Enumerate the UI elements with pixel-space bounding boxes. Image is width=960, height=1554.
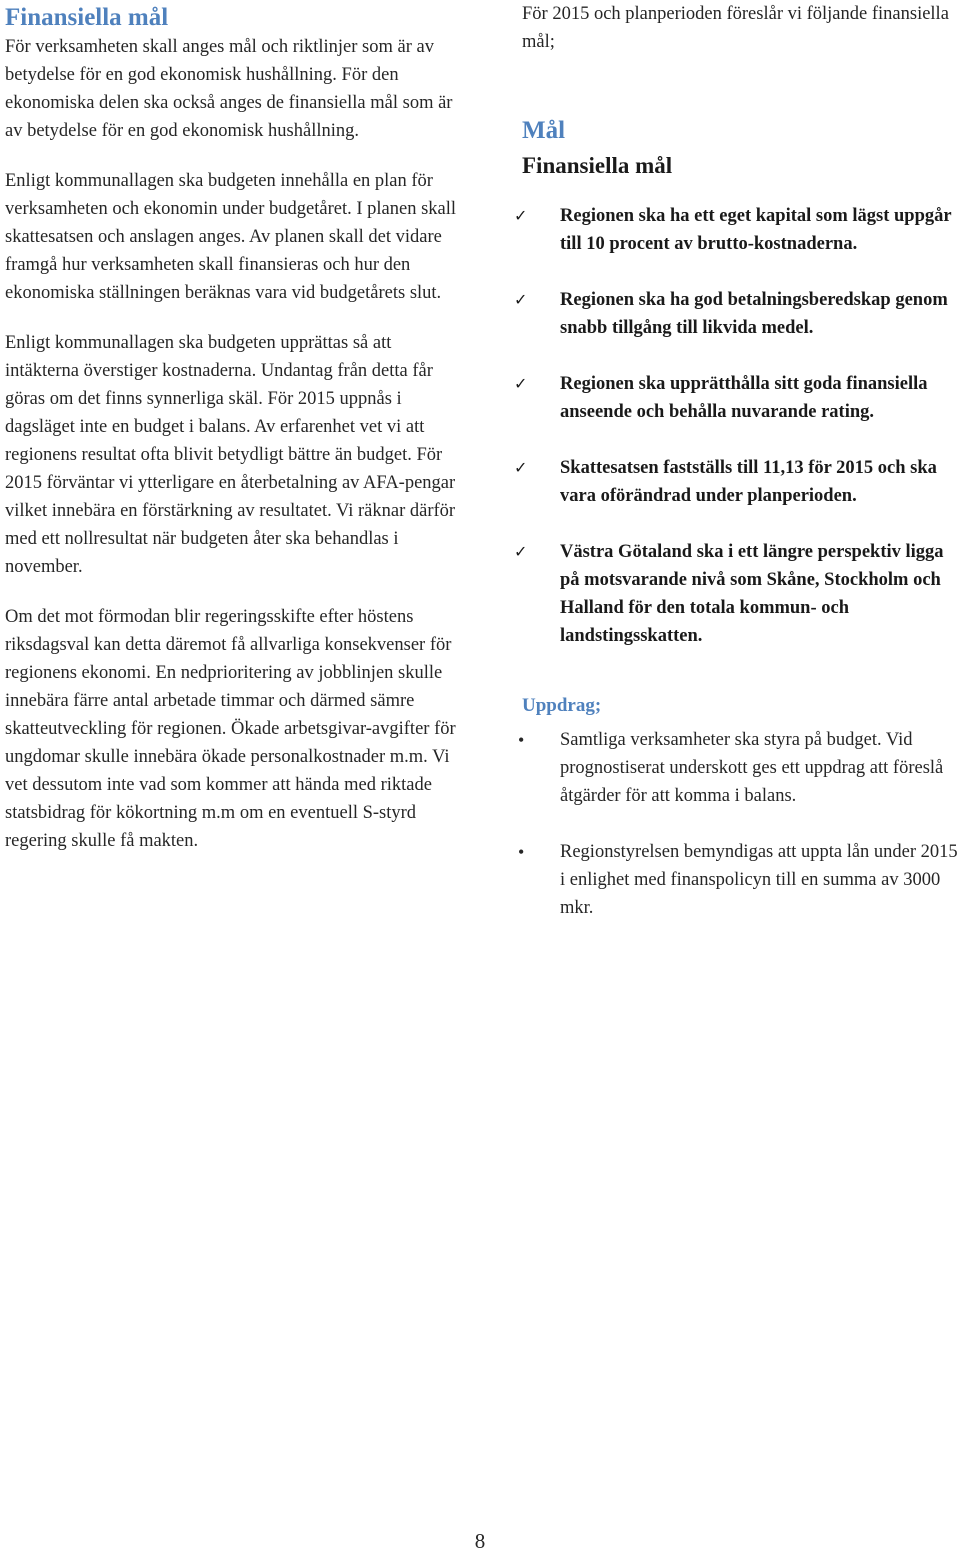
checkmark-icon: ✓	[514, 374, 528, 393]
list-item	[518, 838, 958, 922]
assignments-list	[518, 726, 958, 922]
spacer	[5, 145, 460, 167]
list-item	[514, 286, 958, 342]
goal-text: Regionen ska ha god betalningsberedskap genom snabb tillgång till likvida medel.	[560, 290, 948, 338]
goal-text: Regionen ska upprätthålla sitt goda finansiella anseende och behålla nuvarande rating.	[560, 374, 928, 422]
goal-text: Skattesatsen fastställs till 11,13 för 2015 och ska vara oförändrad under planperioden.	[560, 458, 937, 506]
assignments-heading: Uppdrag;	[522, 695, 602, 716]
list-item	[514, 202, 958, 258]
goal-text: Regionen ska ha ett eget kapital som lägst uppgår till 10 procent av brutto-kostnaderna.	[560, 206, 952, 254]
spacer	[5, 307, 460, 329]
paragraph-government-change: Om det mot förmodan blir regeringsskifte efter höstens riksdagsval kan detta däremot få allvarliga konsekvenser för regionens ekonomi. En nedprioritering av jobblinjen skulle innebära färre antal arbetade timmar och därmed sämre skatteutveckling för regionen. Ökade arbetsgivar-avgifter för ungdomar skulle innebära ökade personalkostnader m.m. Vi vet dessutom inte vad som kommer att hända med riktade statsbidrag för kökortning m.m om en eventuell S-styrd regering skulle få makten.	[5, 607, 456, 851]
paragraph-budget-plan: Enligt kommunallagen ska budgeten innehålla en plan för verksamheten och ekonomin under budgetåret. I planen skall skattesatsen och anslagen anges. Av planen skall det vidare framgå hur verksamheten skall finansieras och hur den ekonomiska ställningen beräknas vara vid budgetårets slut.	[5, 171, 457, 303]
goals-heading: Mål	[522, 117, 566, 144]
financial-goals-heading: Finansiella mål	[522, 153, 673, 178]
checkmark-icon: ✓	[514, 458, 528, 477]
left-column	[5, 0, 460, 855]
list-item	[514, 454, 958, 510]
list-item	[514, 538, 958, 650]
page-number: 8	[474, 1529, 486, 1553]
paragraph-balance: Enligt kommunallagen ska budgeten upprättas så att intäkterna överstiger kostnaderna. Undantag från detta får göras om det finns synnerliga skäl. För 2015 uppnås i dagsläget inte en budget i balans. Av erfarenhet vet vi att regionens resultat ofta blivit betydligt bättre än budget. För 2015 förväntar vi ytterligare en återbetalning av AFA-pengar vilket innebära en förstärkning av resultatet. Vi räknar därför med ett nollresultat när budgeten åter ska behandlas i november.	[5, 333, 456, 577]
checkmark-icon: ✓	[514, 206, 528, 225]
list-item	[514, 370, 958, 426]
bullet-icon: •	[518, 842, 525, 862]
task-text: Samtliga verksamheter ska styra på budget. Vid prognostiserat underskott ges ett uppdrag att föreslå åtgärder för att komma i balans.	[560, 730, 944, 806]
checkmark-icon: ✓	[514, 542, 528, 561]
checkmark-icon: ✓	[514, 290, 528, 309]
bullet-icon: •	[518, 730, 525, 750]
goals-intro: För 2015 och planperioden föreslår vi följande finansiella mål;	[522, 4, 949, 52]
paragraph-goals-intro: För verksamheten skall anges mål och riktlinjer som är av betydelse för en god ekonomisk hushållning. För den ekonomiska delen ska också anges de finansiella mål som är av betydelse för en god ekonomisk hushållning.	[5, 37, 453, 141]
task-text: Regionstyrelsen bemyndigas att uppta lån under 2015 i enlighet med finanspolicyn till en summa av 3000 mkr.	[560, 842, 958, 918]
spacer	[5, 581, 460, 603]
financial-goals-list	[514, 202, 958, 650]
list-item	[518, 726, 958, 810]
goal-text: Västra Götaland ska i ett längre perspektiv ligga på motsvarande nivå som Skåne, Stockholm och Halland för den totala kommun- och landstingsskatten.	[560, 542, 944, 646]
right-column	[514, 0, 958, 950]
section-title: Finansiella mål	[5, 4, 169, 31]
